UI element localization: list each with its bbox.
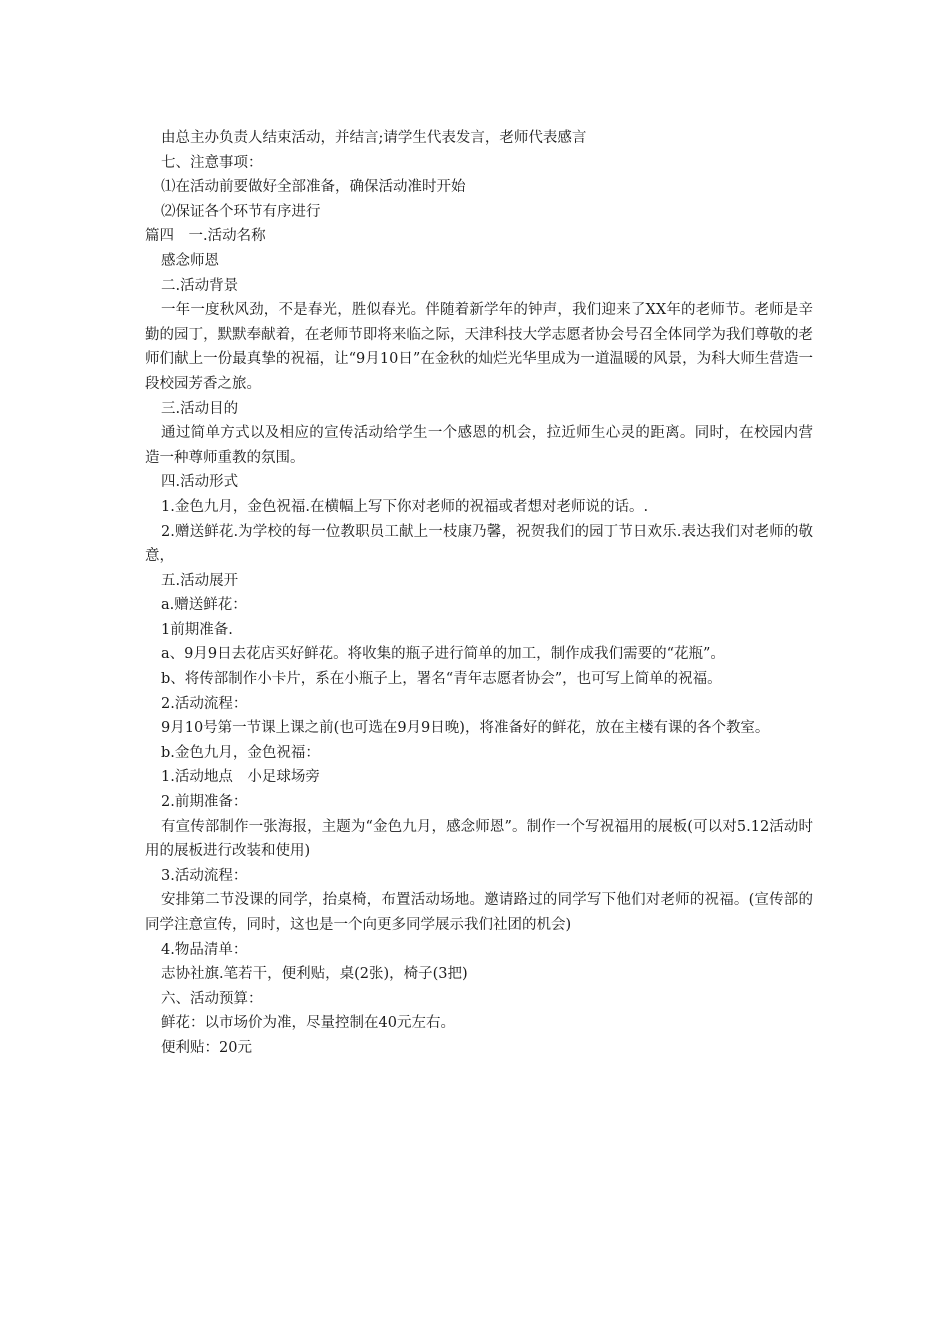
prep-heading: 1前期准备. xyxy=(161,621,233,638)
form-item-1: 1.金色九月，金色祝福.在横幅上写下你对老师的祝福或者想对老师说的话。. xyxy=(161,498,649,515)
note-item-2: ⑵保证各个环节有序进行 xyxy=(161,203,321,220)
part-four-heading: 篇四 一.活动名称 xyxy=(145,228,266,245)
section-heading-background: 二.活动背景 xyxy=(161,277,239,294)
section-heading-notes: 七、注意事项： xyxy=(161,154,263,171)
location-line: 1.活动地点 小足球场旁 xyxy=(161,769,320,786)
background-paragraph: 一年一度秋风劲，不是春光，胜似春光。伴随着新学年的钟声，我们迎来了XX年的老师节。老师是辛勤的园丁，默默奉献着，在老师节即将来临之际，天津科技大学志愿者协会号召全体同学为我们尊敬的老师们献上一份最真挚的祝福，让“9月10日”在金秋的灿烂光华里成为一道温暖的风景，为科大师生营造一段校园芳香之旅。 xyxy=(145,302,813,392)
prep-item-b: b、将传部制作小卡片，系在小瓶子上，署名“青年志愿者协会”，也可写上简单的祝福。 xyxy=(161,671,722,688)
prep-heading-2: 2.前期准备： xyxy=(161,794,248,811)
budget-notes: 便利贴：20元 xyxy=(161,1039,252,1056)
items-list: 志协社旗.笔若干，便利贴，桌(2张)，椅子(3把) xyxy=(161,966,468,983)
prep-item-a: a、9月9日去花店买好鲜花。将收集的瓶子进行简单的加工，制作成我们需要的“花瓶”。 xyxy=(161,646,725,663)
process-heading-2: 3.活动流程： xyxy=(161,867,248,884)
document-page xyxy=(145,126,813,1061)
section-heading-purpose: 三.活动目的 xyxy=(161,400,239,417)
budget-flowers: 鲜花：以市场价为准，尽量控制在40元左右。 xyxy=(161,1015,455,1032)
items-heading: 4.物品清单： xyxy=(161,941,248,958)
closing-text: 由总主办负责人结束活动，并结言;请学生代表发言，老师代表感言 xyxy=(161,130,587,146)
form-item-2: 2.赠送鲜花.为学校的每一位教职员工献上一枝康乃馨，祝贺我们的园丁节日欢乐.表达我们对老师的敬意， xyxy=(145,523,813,565)
note-item-1: ⑴在活动前要做好全部准备，确保活动准时开始 xyxy=(161,179,466,196)
subsection-flowers: a.赠送鲜花： xyxy=(161,597,247,614)
prep-paragraph-2: 有宣传部制作一张海报，主题为“金色九月，感念师恩”。制作一个写祝福用的展板(可以对5.12活动时用的展板进行改装和使用) xyxy=(145,818,813,860)
section-heading-activities: 五.活动展开 xyxy=(161,572,239,589)
process-paragraph-2: 安排第二节没课的同学，抬桌椅，布置活动场地。邀请路过的同学写下他们对老师的祝福。(宣传部的同学注意宣传，同时，这也是一个向更多同学展示我们社团的机会) xyxy=(145,892,813,933)
activity-name: 感念师恩 xyxy=(161,252,219,269)
section-heading-budget: 六、活动预算： xyxy=(161,990,263,1007)
subsection-blessings: b.金色九月，金色祝福： xyxy=(161,744,320,761)
purpose-paragraph: 通过简单方式以及相应的宣传活动给学生一个感恩的机会，拉近师生心灵的距离。同时，在校园内营造一种尊师重教的氛围。 xyxy=(145,425,813,466)
process-paragraph: 9月10号第一节课上课之前(也可选在9月9日晚)，将准备好的鲜花，放在主楼有课的各个教室。 xyxy=(161,720,770,737)
section-heading-form: 四.活动形式 xyxy=(161,474,239,491)
process-heading: 2.活动流程： xyxy=(161,695,248,712)
